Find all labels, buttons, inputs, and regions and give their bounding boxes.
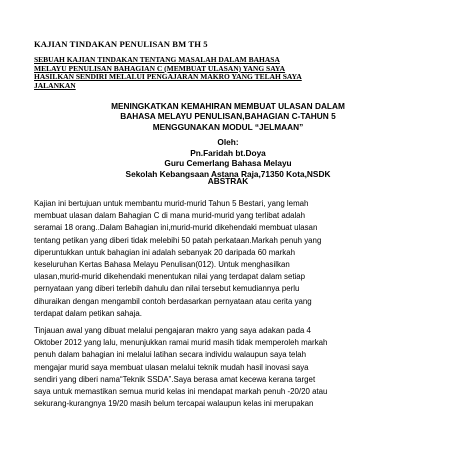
abstract-heading: ABSTRAK (207, 176, 249, 186)
paragraph-line: dihuraikan dengan mengambil contoh berdasarkan pernyataan atau cerita yang (34, 296, 312, 306)
abstract-paragraph-2 (34, 325, 434, 410)
title-line: MENINGKATKAN KEMAHIRAN MEMBUAT ULASAN DALAM (111, 101, 345, 111)
title-line: MENGGUNAKAN MODUL “JELMAAN” (152, 121, 304, 132)
author-line: Sekolah Kebangsaan Astana Raja,71350 Kota,NSDK (125, 168, 331, 179)
paragraph-line: saya untuk memastikan semua murid kelas ini mendapat markah penuh -20/20 atau (34, 387, 328, 397)
paragraph-line: sekurang-kurangnya 19/20 masih belum tercapai walaupun kelas ini merupakan (34, 399, 314, 409)
paragraph-line: tentang petikan yang diberi tidak melebihi 50 patah perkataan.Markah penuh yang (34, 235, 322, 245)
abstract-paragraph-1 (34, 198, 434, 320)
paragraph-line: diperuntukkan untuk bahagian ini adalah sebanyak 20 daripada 60 markah (34, 247, 296, 257)
paragraph-line: keseluruhan Kertas Bahasa Melayu Penulisan(012). Untuk menghasilkan (34, 260, 290, 270)
title-line: BAHASA MELAYU PENULISAN,BAHAGIAN C-TAHUN 5 (120, 111, 336, 122)
document-subtitle (34, 56, 426, 90)
paragraph-line: seramai 18 orang..Dalam Bahagian ini,murid-murid dikehendaki membuat ulasan (34, 223, 318, 233)
subtitle-line: HASILKAN SENDIRI MELALUI PENGAJARAN MAKRO YANG TELAH SAYA (34, 72, 302, 82)
paragraph-line: Kajian ini bertujuan untuk membantu murid-murid Tahun 5 Bestari, yang lemah (34, 199, 309, 208)
subtitle-line: SEBUAH KAJIAN TINDAKAN TENTANG MASALAH DALAM BAHASA (34, 55, 280, 64)
paragraph-line: pernyataan yang diberi terlebih dahulu dan nilai tersebut kemudiannya perlu (34, 284, 300, 294)
paragraph-line: terdapat dalam petikan sahaja. (34, 308, 142, 318)
paragraph-line: Tinjauan awal yang dibuat melalui pengajaran makro yang saya adakan pada 4 (34, 326, 311, 335)
paragraph-line: penuh dalam bahagian ini melalui latihan secara individu walaupun saya telah (34, 350, 306, 360)
subtitle-line: MELAYU PENULISAN BAHAGIAN C (MEMBUAT ULASAN) YANG SAYA (34, 63, 286, 73)
author-line: Pn.Faridah bt.Doya (190, 147, 266, 158)
paragraph-line: mengajar murid saya membuat ulasan melalui teknik mudah hasil inovasi saya (34, 362, 309, 372)
paragraph-line: sendiri yang diberi nama“Teknik SSDA”.Saya berasa amat kecewa kerana target (34, 374, 316, 384)
subtitle-line: JALANKAN (34, 80, 76, 90)
author-info (60, 137, 396, 179)
document-heading: KAJIAN TINDAKAN PENULISAN BM TH 5 (34, 39, 208, 49)
paragraph-line: Oktober 2012 yang lalu, menunjukkan ramai murid masih tidak memperoleh markah (34, 338, 328, 348)
paragraph-line: membuat ulasan dalam Bahagian C di mana murid-murid yang terlibat adalah (34, 211, 306, 221)
research-title (60, 101, 396, 132)
paragraph-line: ulasan,murid-murid dikehendaki menentukan nilai yang terdapat dalam setiap (34, 272, 306, 282)
author-line: Guru Cemerlang Bahasa Melayu (164, 158, 292, 168)
author-line: Oleh: (217, 137, 239, 147)
